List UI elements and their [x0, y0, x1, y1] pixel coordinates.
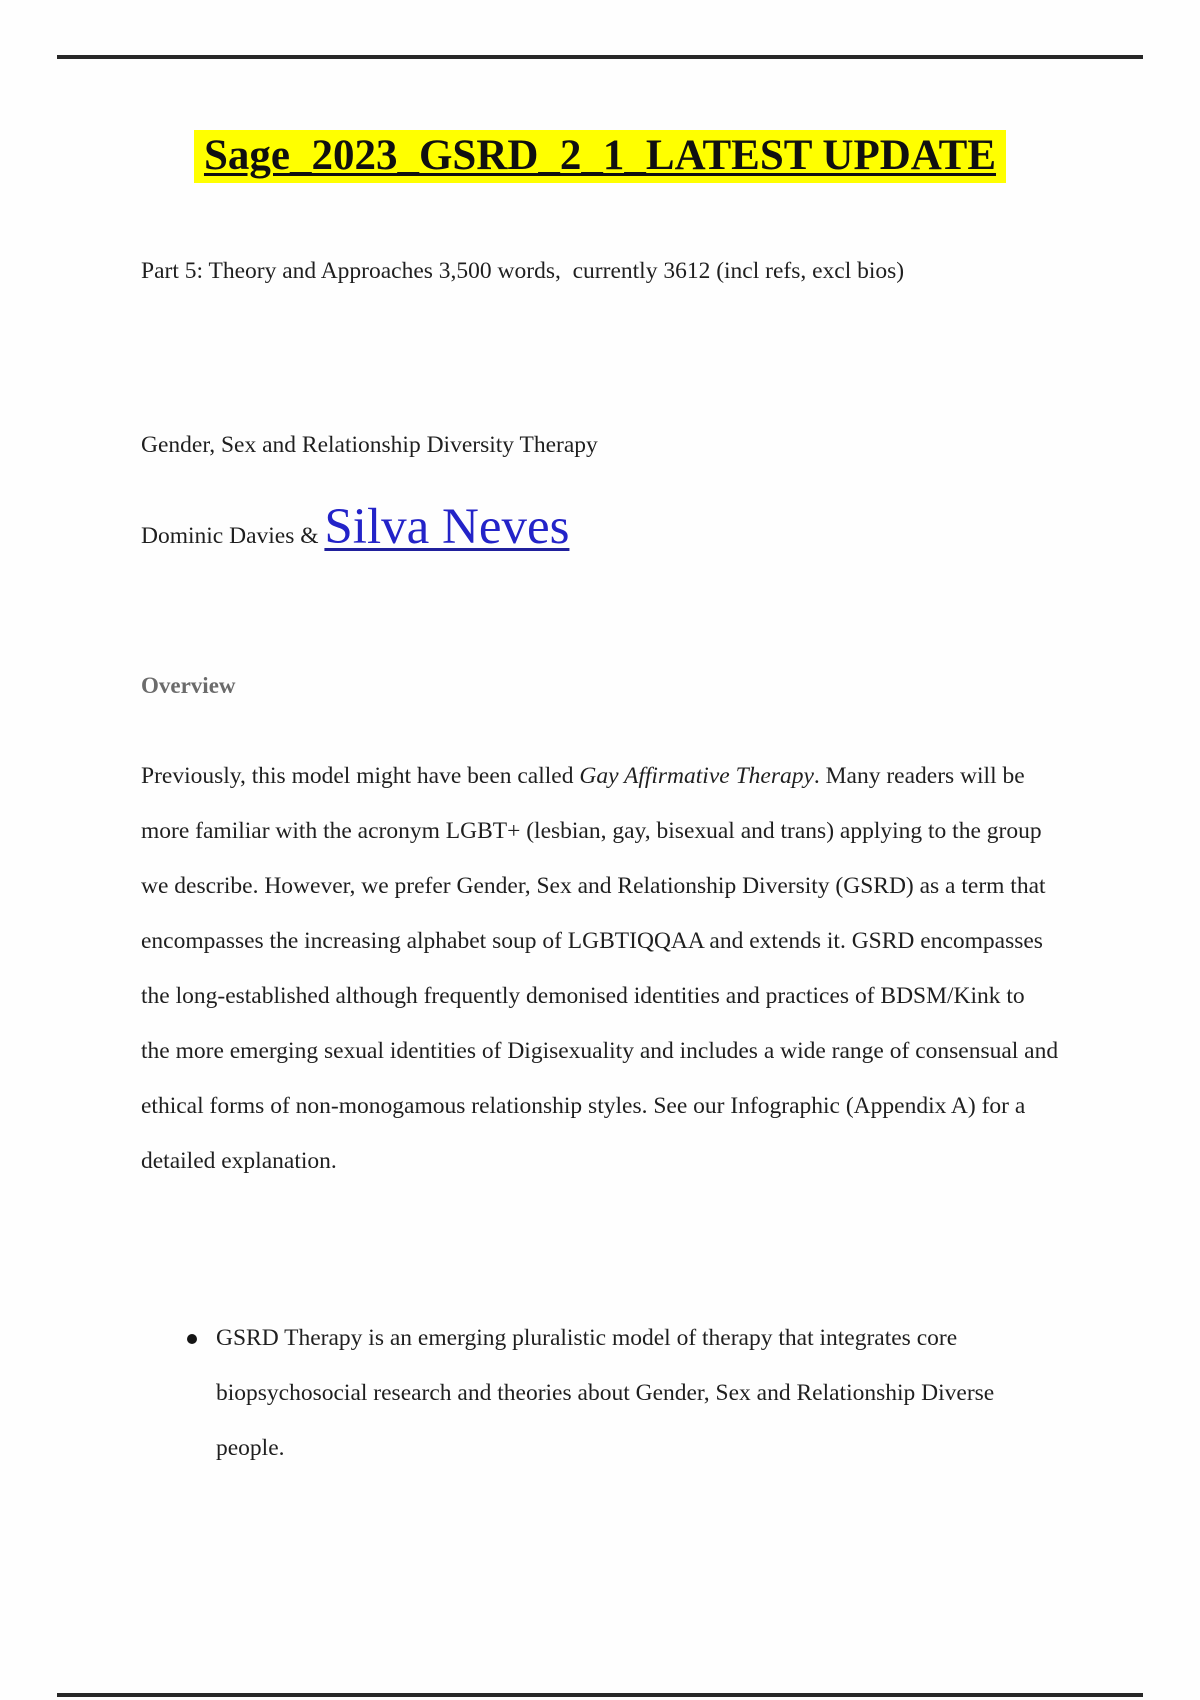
bottom-divider	[57, 1693, 1143, 1697]
document-title-highlight: Sage_2023_GSRD_2_1_LATEST UPDATE	[194, 130, 1006, 183]
author-link[interactable]: Silva Neves	[324, 499, 570, 555]
bullet-list	[141, 1311, 1059, 1476]
section-heading-overview: Overview	[141, 673, 236, 698]
authors-line	[141, 498, 1141, 556]
paragraph-text-after-italic: . Many readers will be more familiar with the acronym LGBT+ (lesbian, gay, bisexual and trans) applying to the group we describe. However, we prefer Gender, Sex and Relationship Diversity (GSRD) as a term that encompasses the increasing alphabet soup of LGBTIQQAA and extends it. GSRD encompasses the long-established although frequently demonised identities and practices of BDSM/Kink to the more emerging sexual identities of Digisexuality and includes a wide range of consensual and ethical forms of non-monogamous relationship styles. See our Infographic (Appendix A) for a detailed explanation.	[141, 763, 1059, 1174]
overview-paragraph	[141, 749, 1059, 1189]
document-title	[0, 131, 1200, 181]
bullet-icon	[187, 1334, 197, 1344]
bullet-item	[141, 1311, 1059, 1476]
paragraph-italic-phrase: Gay Affirmative Therapy	[579, 763, 814, 789]
chapter-title: Gender, Sex and Relationship Diversity Therapy	[141, 432, 598, 458]
bullet-item-text: GSRD Therapy is an emerging pluralistic model of therapy that integrates core biopsychosocial research and theories about Gender, Sex and Relationship Diverse people.	[216, 1325, 995, 1461]
word-count-line: Part 5: Theory and Approaches 3,500 words, currently 3612 (incl refs, excl bios)	[141, 258, 905, 284]
author-prefix: Dominic Davies &	[141, 523, 325, 549]
top-divider	[57, 55, 1143, 59]
paragraph-text-before-italic: Previously, this model might have been called	[141, 763, 580, 789]
